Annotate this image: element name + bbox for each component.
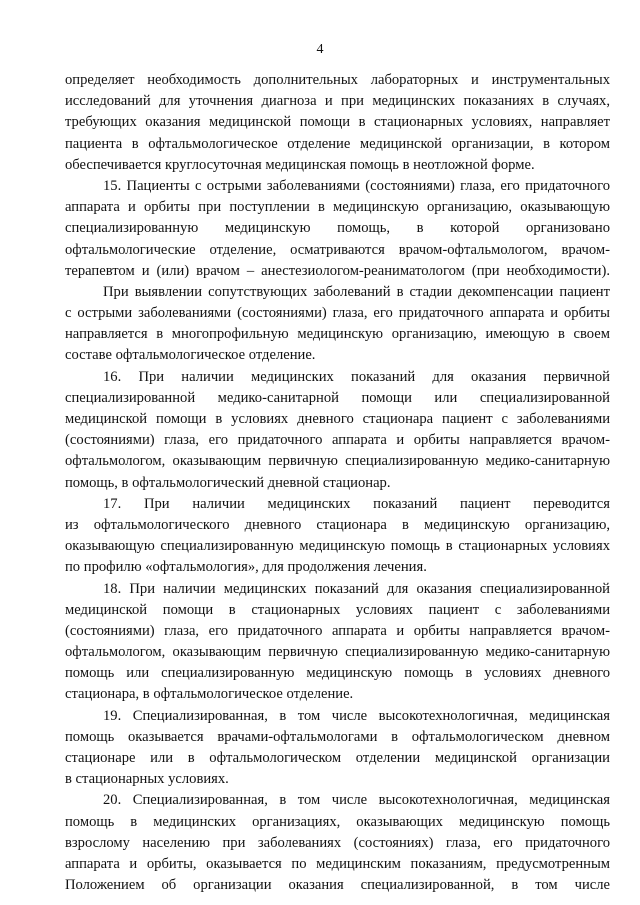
text-line: специализированную медицинскую помощь, в которой организовано — [65, 220, 610, 237]
text-line: взрослому населению при заболеваниях (состояниях) глаза, его придаточного — [65, 834, 610, 851]
text-line: направляется в многопрофильную медицинскую организацию, имеющую в своем — [65, 326, 610, 343]
text-line: требующих оказания медицинской помощи в стационарных условиях, направляет — [65, 114, 610, 131]
text-line: 18. При наличии медицинских показаний для оказания специализированной — [103, 580, 610, 597]
text-line: стационара, в офтальмологическое отделение. — [65, 686, 354, 703]
text-line: медицинской помощи в стационарных условиях пациент с заболеваниями — [65, 601, 610, 618]
text-line: 17. При наличии медицинских показаний пациент переводится — [103, 495, 610, 512]
text-line: 16. При наличии медицинских показаний для оказания первичной — [103, 368, 610, 385]
text-line: помощь, в офтальмологический дневной стационар. — [65, 474, 391, 491]
text-line: 15. Пациенты с острыми заболеваниями (состояниями) глаза, его придаточного — [103, 177, 610, 194]
text-line: стационаре или в офтальмологическом отделении медицинской организации — [65, 750, 610, 766]
text-line: терапевтом и (или) врачом – анестезиологом-реаниматологом (при необходимости). — [65, 262, 610, 279]
text-line: аппарата и орбиты при поступлении в медицинскую организацию, оказывающую — [65, 199, 610, 216]
text-line: по профилю «офтальмология», для продолжения лечения. — [65, 559, 427, 576]
text-line: помощь или специализированную медицинскую помощь в условиях дневного — [65, 665, 610, 682]
text-line: офтальмологом, оказывающим первичную специализированную медико-санитарную — [65, 453, 610, 470]
text-line: пациента в офтальмологическое отделение медицинской организации, в котором — [65, 135, 610, 152]
text-line: составе офтальмологическое отделение. — [65, 347, 316, 364]
text-line: обеспечивается круглосуточная медицинская помощь в неотложной форме. — [65, 156, 535, 173]
text-line: определяет необходимость дополнительных лабораторных и инструментальных — [65, 72, 610, 88]
text-line: 19. Специализированная, в том числе высокотехнологичная, медицинская — [103, 707, 610, 724]
text-line: медицинской помощи в условиях дневного стационара пациент с заболеваниями — [65, 411, 610, 427]
text-line: специализированной медико-санитарной помощи или специализированной — [65, 389, 610, 406]
text-line: с острыми заболеваниями (состояниями) глаза, его придаточного аппарата и орбиты — [65, 305, 610, 322]
text-line: При выявлении сопутствующих заболеваний в стадии декомпенсации пациент — [103, 283, 610, 300]
text-line: оказывающую специализированную медицинскую помощь в стационарных условиях — [65, 538, 610, 555]
text-line: в стационарных условиях. — [65, 771, 229, 788]
text-line: офтальмологические отделение, осматриваются врачом-офтальмологом, врачом- — [65, 241, 610, 258]
text-line: из офтальмологического дневного стационара в медицинскую организацию, — [65, 516, 610, 533]
text-line: Положением об организации оказания специализированной, в том числе — [65, 877, 610, 894]
text-line: (состояниями) глаза, его придаточного аппарата и орбиты направляется врачом- — [65, 432, 610, 449]
page-number: 4 — [316, 42, 324, 57]
text-line: офтальмологом, оказывающим первичную специализированную медико-санитарную — [65, 644, 610, 661]
text-line: помощь в медицинских организациях, оказывающих медицинскую помощь — [65, 813, 610, 830]
document-body — [65, 70, 610, 896]
text-line: аппарата и орбиты, оказывается по медицинским показаниям, предусмотренным — [65, 855, 610, 872]
text-line: помощь оказывается врачами-офтальмологами в офтальмологическом дневном — [65, 728, 610, 745]
text-line: (состояниями) глаза, его придаточного аппарата и орбиты направляется врачом- — [65, 622, 610, 639]
text-line: 20. Специализированная, в том числе высокотехнологичная, медицинская — [103, 792, 610, 809]
text-line: исследований для уточнения диагноза и при медицинских показаниях в случаях, — [65, 93, 610, 110]
